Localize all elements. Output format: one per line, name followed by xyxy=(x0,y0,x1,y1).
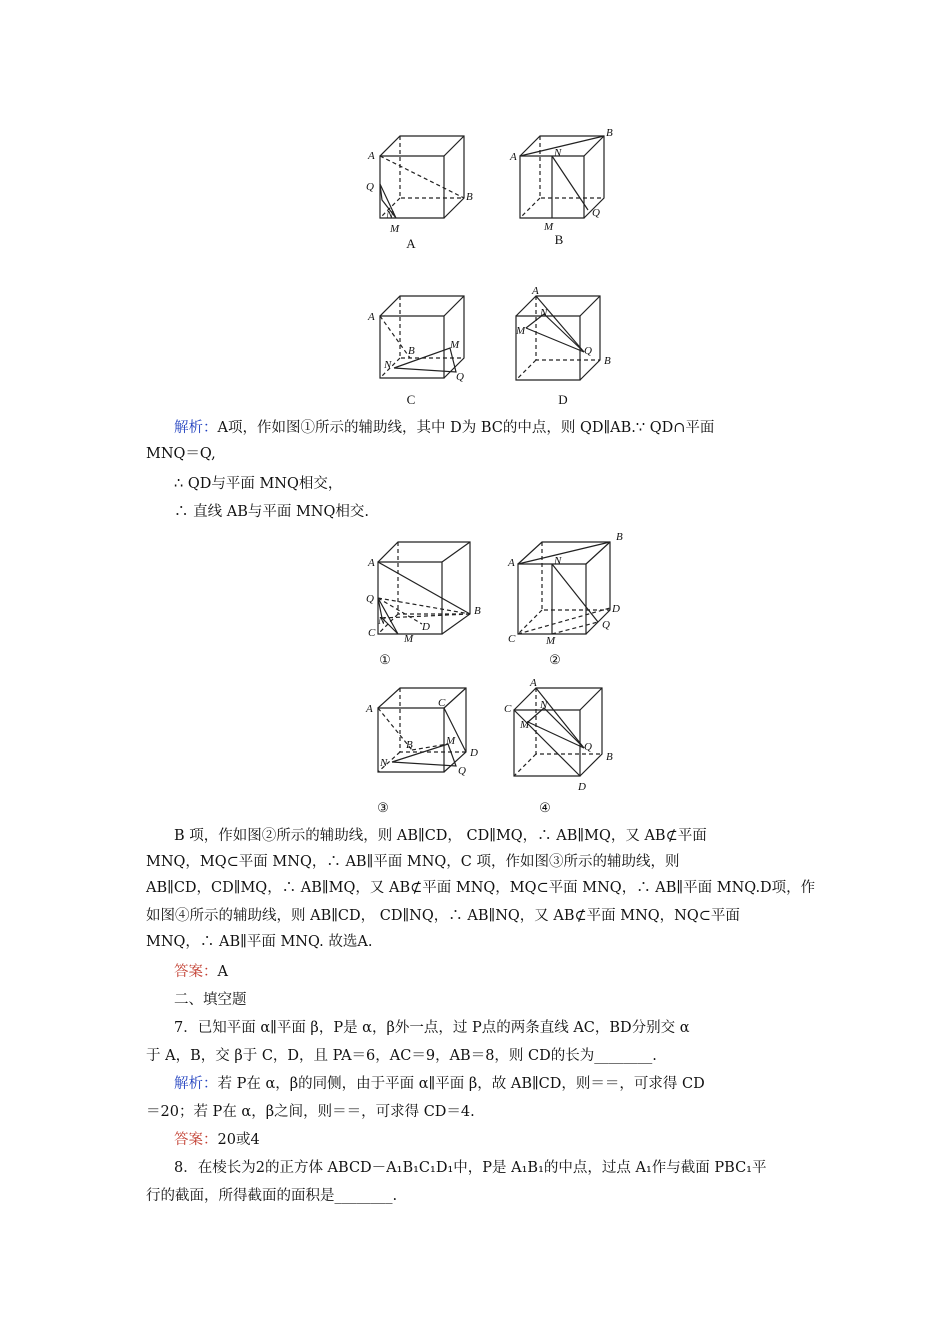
figure-b-caption: B xyxy=(554,232,564,247)
cube-diagram xyxy=(364,288,484,398)
svg-text:A: A xyxy=(368,557,375,569)
answer-6: 答案：A xyxy=(174,964,228,980)
figure-aux-1-caption: ① xyxy=(379,652,391,667)
svg-text:Q: Q xyxy=(458,765,466,777)
figure-a xyxy=(360,128,480,238)
solution-7-line-2: ＝20；若 P在 α，β之间，则＝＝，可求得 CD＝4. xyxy=(146,1104,475,1120)
svg-text:N: N xyxy=(380,757,388,769)
question-7-line-2: 于 A，B，交 β于 C，D，且 PA＝6，AC＝9，AB＝8，则 CD的长为________. xyxy=(146,1048,657,1064)
figure-c-caption: C xyxy=(406,392,416,407)
cube-diagram xyxy=(360,128,480,238)
svg-text:M: M xyxy=(520,719,530,731)
figure-aux-2 xyxy=(506,530,636,644)
svg-text:B: B xyxy=(408,345,415,357)
svg-text:D: D xyxy=(422,621,430,633)
svg-text:N: N xyxy=(554,555,562,567)
cube-diagram xyxy=(504,284,624,394)
svg-text:M: M xyxy=(450,339,460,351)
svg-text:Q: Q xyxy=(584,741,592,753)
svg-text:A: A xyxy=(368,311,375,323)
svg-text:M: M xyxy=(404,633,414,644)
svg-text:Q: Q xyxy=(366,593,374,605)
question-7-line-1: 7．已知平面 α∥平面 β，P是 α，β外一点，过 P点的两条直线 AC，BD分别交 α xyxy=(174,1020,690,1036)
solution-label: 解析： xyxy=(174,1076,218,1092)
svg-text:N: N xyxy=(384,359,392,371)
svg-text:B: B xyxy=(474,605,481,617)
svg-text:Q: Q xyxy=(366,181,374,193)
figure-b xyxy=(508,124,628,234)
cube-diagram xyxy=(364,680,494,790)
solution-b-line-2: MNQ，MQ⊂平面 MNQ，∴ AB∥平面 MNQ，C 项，作如图③所示的辅助线，则 xyxy=(146,854,680,870)
svg-text:A: A xyxy=(532,285,539,297)
solution-a-line-2: MNQ＝Q, xyxy=(146,446,216,462)
cube-diagram xyxy=(508,124,628,234)
solution-b-line-3: AB∥CD，CD∥MQ，∴ AB∥MQ，又 AB⊄平面 MNQ，MQ⊂平面 MNQ，∴ AB∥平面 MNQ.D项，作 xyxy=(146,880,816,896)
figure-aux-1 xyxy=(362,534,492,644)
solution-b-line-4: 如图④所示的辅助线，则 AB∥CD， CD∥NQ，∴ AB∥NQ，又 AB⊄平面 MNQ，NQ⊂平面 xyxy=(146,908,740,924)
figure-aux-3-caption: ③ xyxy=(377,800,389,815)
svg-text:M: M xyxy=(446,735,456,747)
svg-text:Q: Q xyxy=(584,345,592,357)
svg-text:C: C xyxy=(438,697,446,709)
cube-diagram xyxy=(506,530,636,644)
figure-aux-4-caption: ④ xyxy=(539,800,551,815)
svg-text:M: M xyxy=(546,635,556,644)
solution-7-line-1: 解析：若 P在 α，β的同侧，由于平面 α∥平面 β，故 AB∥CD，则＝＝，可求得 CD xyxy=(174,1076,705,1092)
svg-text:B: B xyxy=(606,127,613,139)
answer-label: 答案： xyxy=(174,964,218,980)
figure-d xyxy=(504,284,624,394)
svg-text:A: A xyxy=(366,703,373,715)
figure-c xyxy=(364,288,484,398)
figure-aux-2-caption: ② xyxy=(549,652,561,667)
svg-text:C: C xyxy=(368,627,376,639)
svg-text:D: D xyxy=(470,747,478,759)
svg-text:D: D xyxy=(612,603,620,615)
svg-text:A: A xyxy=(510,151,517,163)
solution-a-line-3: ∴ QD与平面 MNQ相交， xyxy=(174,476,343,492)
svg-text:N: N xyxy=(540,699,548,711)
solution-b-line-1: B 项，作如图②所示的辅助线，则 AB∥CD， CD∥MQ，∴ AB∥MQ，又 AB⊄平面 xyxy=(174,828,707,844)
cube-diagram xyxy=(500,672,630,792)
svg-text:Q: Q xyxy=(592,207,600,219)
svg-text:C: C xyxy=(508,633,516,644)
question-8-line-1: 8．在棱长为2的正方体 ABCD－A₁B₁C₁D₁中，P是 A₁B₁的中点，过点 A₁作与截面 PBC₁平 xyxy=(174,1160,767,1176)
svg-text:D: D xyxy=(578,781,586,792)
svg-text:B: B xyxy=(466,191,473,203)
answer-7: 答案：20或4 xyxy=(174,1132,260,1148)
svg-text:B: B xyxy=(606,751,613,763)
svg-text:N: N xyxy=(386,209,394,221)
figure-a-caption: A xyxy=(406,236,416,251)
svg-text:B: B xyxy=(604,355,611,367)
svg-text:B: B xyxy=(406,739,413,751)
solution-a-line-4: ∴ 直线 AB与平面 MNQ相交. xyxy=(174,504,369,520)
svg-text:A: A xyxy=(508,557,515,569)
svg-text:N: N xyxy=(378,615,386,627)
solution-b-line-5: MNQ，∴ AB∥平面 MNQ. 故选A. xyxy=(146,934,373,950)
svg-text:C: C xyxy=(504,703,512,715)
solution-label: 解析： xyxy=(174,420,218,436)
figure-aux-4 xyxy=(500,672,630,792)
svg-text:N: N xyxy=(554,147,562,159)
question-8-line-2: 行的截面，所得截面的面积是________. xyxy=(146,1188,398,1204)
svg-text:M: M xyxy=(390,223,400,235)
section-title: 二、填空题 xyxy=(174,992,247,1008)
svg-text:A: A xyxy=(530,677,537,689)
svg-text:M: M xyxy=(544,221,554,233)
svg-text:N: N xyxy=(540,307,548,319)
answer-label: 答案： xyxy=(174,1132,218,1148)
solution-a-line-1: 解析：A项，作如图①所示的辅助线，其中 D为 BC的中点，则 QD∥AB.∵ QD∩平面 xyxy=(174,420,715,436)
figure-d-caption: D xyxy=(558,392,568,407)
svg-text:Q: Q xyxy=(602,619,610,631)
cube-diagram xyxy=(362,534,492,644)
figure-aux-3 xyxy=(364,680,494,790)
svg-text:Q: Q xyxy=(456,371,464,383)
svg-text:M: M xyxy=(516,325,526,337)
svg-text:B: B xyxy=(616,531,623,543)
svg-text:A: A xyxy=(368,150,375,162)
